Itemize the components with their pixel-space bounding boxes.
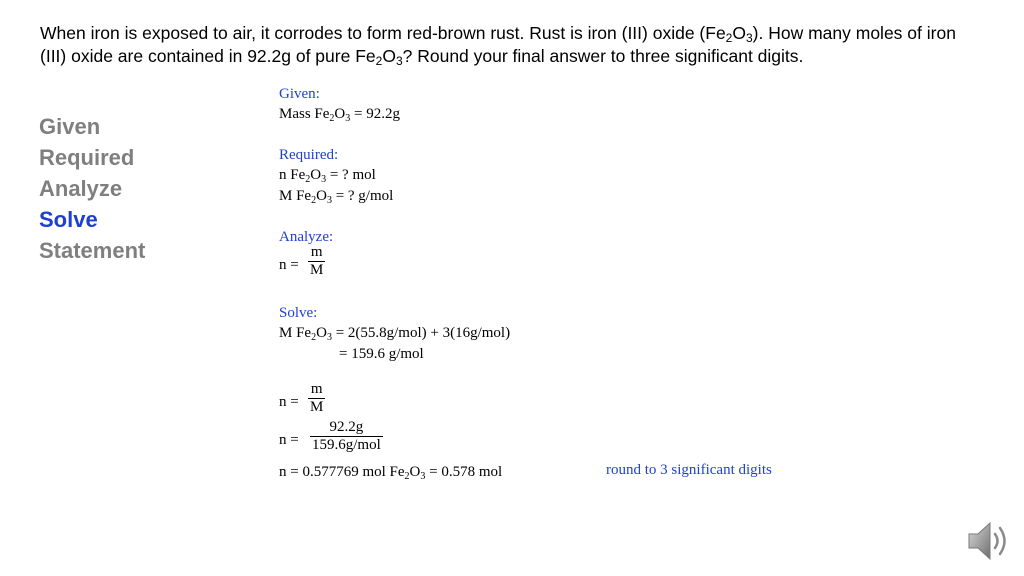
solve-molar-mass: M $Fe_2O_3 = 2(55.8g/mol) + 3(16g/mol)$ [279,325,511,343]
given-mass: Mass $Fe_2O_3 = 92.2g$ [279,106,400,124]
analyze-header: Analyze: [279,229,334,245]
fraction-numerator: m [310,244,323,260]
step-given: Given [39,114,101,139]
fraction-denominator: 159.6g/mol [312,437,381,453]
fraction-denominator: M [310,399,324,415]
analyze-fraction [308,244,325,279]
required-moles: n $Fe_2O_3$ = ? mol [279,167,376,185]
solve-molar-mass-result: = 159.6 g/mol [339,346,424,362]
solve-formula-lhs: n = [279,394,299,410]
step-analyze: Analyze [39,176,123,201]
step-list [39,111,145,266]
fraction-denominator: M [310,262,324,278]
rounding-note: round to 3 significant digits [606,462,772,478]
step-statement: Statement [39,238,146,263]
solve-formula-fraction [308,381,325,416]
speaker-icon[interactable] [965,516,1015,566]
step-required: Required [39,145,135,170]
step-solve: Solve [39,207,98,232]
required-header: Required: [279,147,339,163]
solve-substitution-fraction [310,419,383,454]
required-molar-mass: M $Fe_2O_3$ = ? g/mol [279,188,394,206]
analyze-lhs: n = [279,257,299,273]
fraction-numerator: 92.2g [329,419,364,435]
solve-final-answer: n = 0.577769 mol $Fe_2O_3 = 0.578$ mol [279,464,503,482]
given-header: Given: [279,86,320,102]
solve-header: Solve: [279,305,318,321]
fraction-numerator: m [310,381,323,397]
question-text: When iron is exposed to air, it corrodes to form red-brown rust. Rust is iron (III) oxide $(Fe_2O_3)$. How many moles of iron (III) oxide are contained in 92.2g of pure $Fe_2O_3$? Round your final answer to three significant digits. [40,23,956,68]
solve-substitution-lhs: n = [279,432,299,448]
